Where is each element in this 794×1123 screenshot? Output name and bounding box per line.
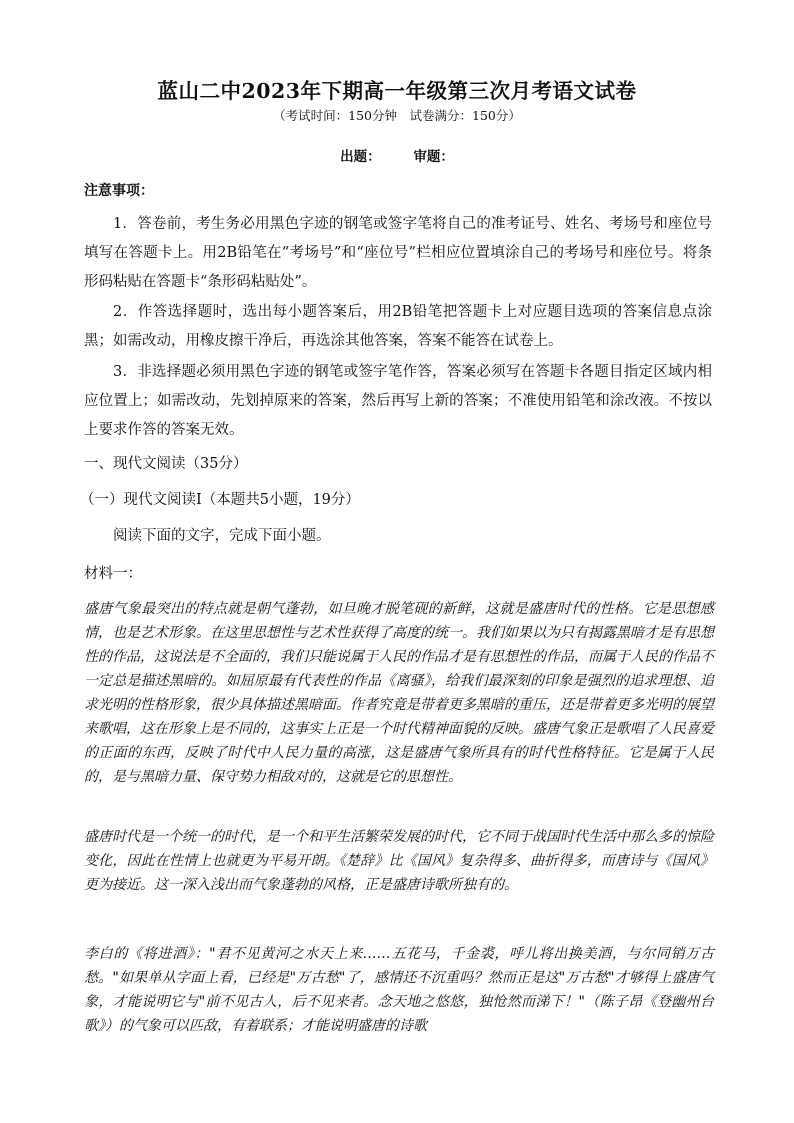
- material-label: 材料一：: [84, 566, 142, 582]
- setter-label: 出题：: [340, 149, 381, 165]
- material-paragraph-1: 盛唐气象最突出的特点就是朝气蓬勃，如旦晚才脱笔砚的新鲜，这就是盛唐时代的性格。它是思想感情，也是艺术形象。在这里思想性与艺术性获得了高度的统一。我们如果以为只有揭露黑暗才是有思想性的作品，这说法是不全面的，我们只能说属于人民的作品才是有思想性的作品，而属于人民的作品不一定总是描述黑暗的。如屈原最有代表性的作品《离骚》，给我们最深刻的印象是强烈的追求理想、追求光明的性格形象，很少具体描述黑暗面。作者究竟是带着更多黑暗的重压，还是带着更多光明的展望来歌唱，这在形象上是不同的，这事实上正是一个时代精神面貌的反映。盛唐气象正是歌唱了人民喜爱的正面的东西，反映了时代中人民力量的高涨，这是盛唐气象所具有的时代性格特征。它是属于人民的，是与黑暗力量、保守势力相敌对的，这就是它的思想性。: [84, 601, 714, 785]
- exam-title: 蓝山二中2023年下期高一年级第三次月考语文试卷: [157, 79, 637, 103]
- reviewer-label: 审题：: [413, 149, 454, 165]
- notice-heading: 注意事项：: [84, 183, 154, 199]
- section-subheading: （一）现代文阅读Ⅰ（本题共5小题，19分）: [80, 492, 360, 508]
- setter-reviewer-line: [0, 145, 794, 165]
- notice-item-2: 2．作答选择题时，选出每小题答案后，用2B铅笔把答题卡上对应题目选项的答案信息点涂黑；如需改动，用橡皮擦干净后，再选涂其他答案，答案不能答在试卷上。: [84, 304, 712, 349]
- section-heading-part1: 一、现代文阅读（35分）: [84, 456, 248, 472]
- material-paragraph-3: 李白的《将进酒》："君不见黄河之水天上来……五花马，千金裘，呼儿将出换美酒，与尔同销万古愁。"如果单从字面上看，已经是"万古愁"了，感情还不沉重吗？然而正是这"万古愁"才够得上盛唐气象，才能说明它与"前不见古人，后不见来者。念天地之悠悠，独怆然而涕下！"（陈子昂《登幽州台歌》）的气象可以匹敌，有着联系；才能说明盛唐的诗歌: [84, 946, 714, 1034]
- notice-item-1: 1．答卷前，考生务必用黑色字迹的钢笔或签字笔将自己的准考证号、姓名、考场号和座位号填写在答题卡上。用2B铅笔在“考场号”和“座位号”栏相应位置填涂自己的考场号和座位号。将条形码粘贴在答题卡“条形码粘贴处”。: [84, 216, 712, 290]
- notice-item-3: 3．非选择题必须用黑色字迹的钢笔或签字笔作答，答案必须写在答题卡各题目指定区域内相应位置上；如需改动，先划掉原来的答案，然后再写上新的答案；不准使用铅笔和涂改液。不按以上要求作答的答案无效。: [84, 364, 712, 438]
- material-paragraph-2: 盛唐时代是一个统一的时代，是一个和平生活繁荣发展的时代，它不同于战国时代生活中那么多的惊险变化，因此在性情上也就更为平易开朗。《楚辞》比《国风》复杂得多、曲折得多，而唐诗与《国风》更为接近。这一深入浅出而气象蓬勃的风格，正是盛唐诗歌所独有的。: [84, 829, 714, 893]
- exam-subtitle: （考试时间：150分钟 试卷满分：150分）: [273, 108, 521, 123]
- reading-instruction: 阅读下面的文字，完成下面小题。: [113, 528, 331, 544]
